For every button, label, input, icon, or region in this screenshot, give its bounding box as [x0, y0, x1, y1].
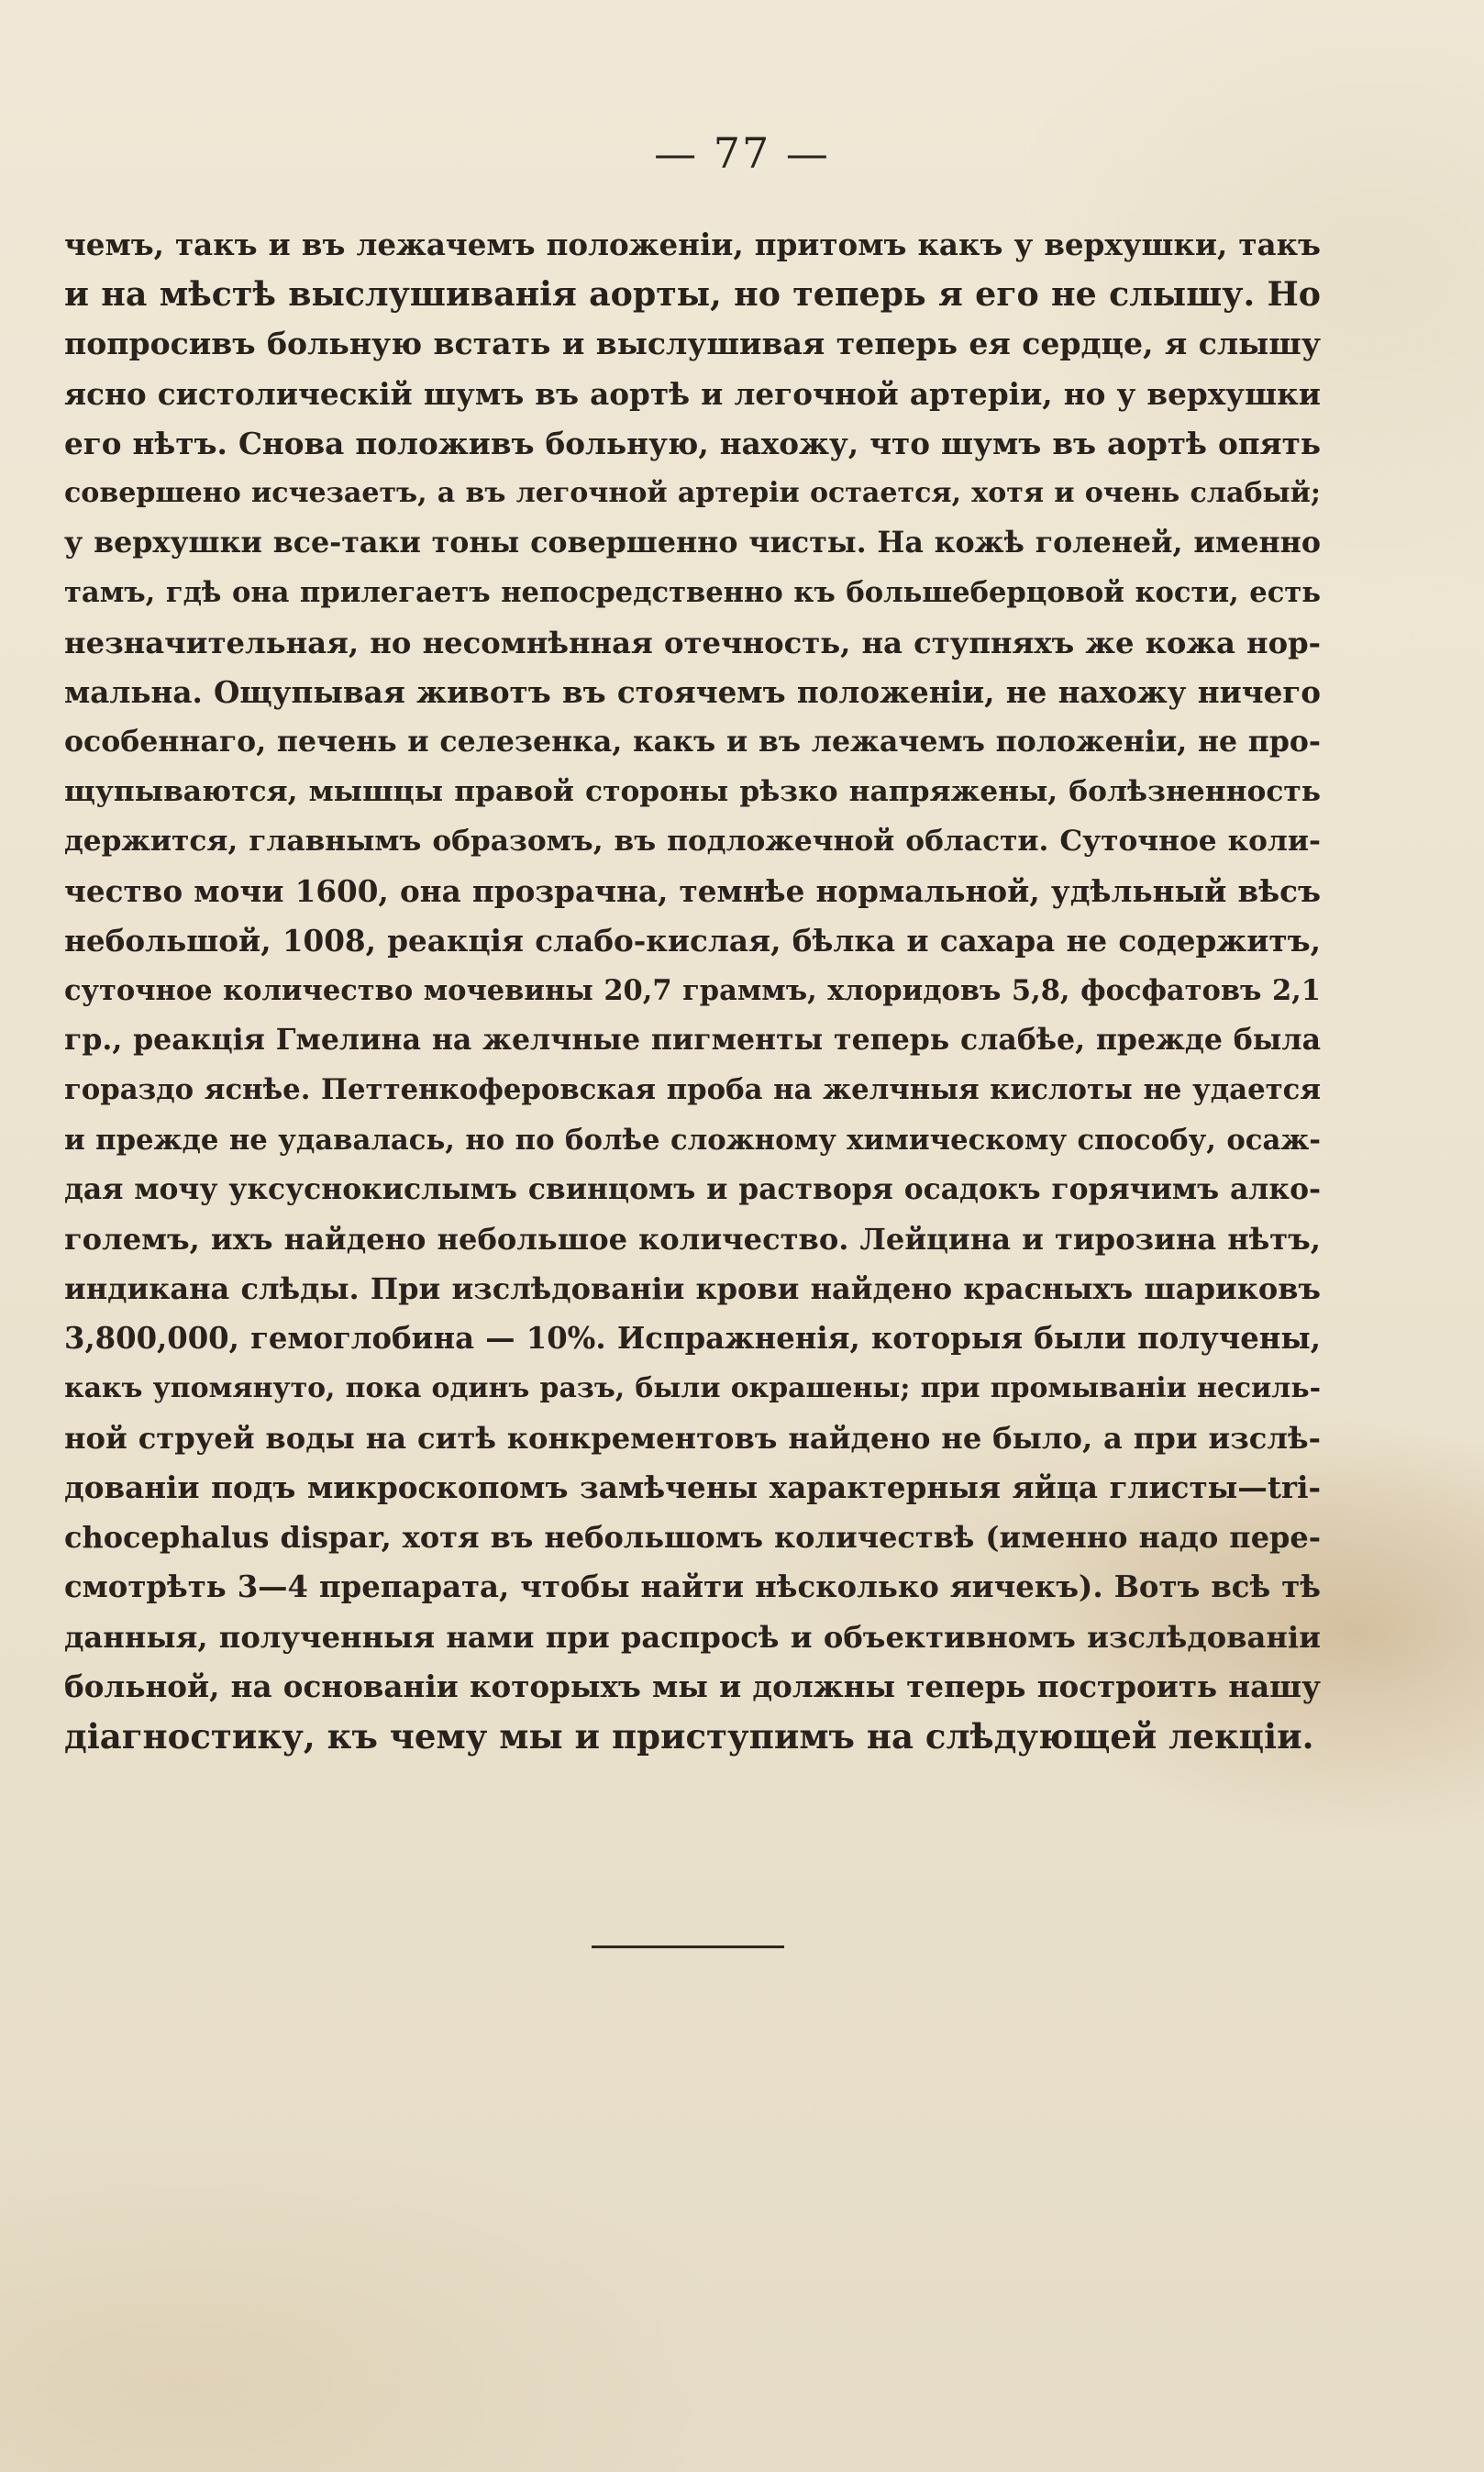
- text-line: дiагностику, къ чему мы и приступимъ на слѣдующей лекцiи.: [64, 1716, 1314, 1757]
- text-line: держится, главнымъ образомъ, въ подложечной области. Суточное коли-: [64, 825, 1321, 859]
- text-line: гр., реакцiя Гмелина на желчные пигменты теперь слабѣе, прежде была: [64, 1023, 1321, 1058]
- text-line: и на мѣстѣ выслушиванiя аорты, но теперь я его не слышу. Но: [64, 274, 1321, 315]
- text-line: небольшой, 1008, реакцiя слабо-кислая, бѣлка и сахара не содержитъ,: [64, 922, 1321, 959]
- text-line: какъ упомянуто, пока одинъ разъ, были окрашены; при промыванiи несиль-: [64, 1371, 1321, 1404]
- text-line: и прежде не удавалась, но по болѣе сложному химическому способу, осаж-: [64, 1123, 1321, 1157]
- text-line: чемъ, такъ и въ лежачемъ положенiи, притомъ какъ у верхушки, такъ: [64, 227, 1321, 262]
- text-line: мальна. Ощупывая животъ въ стоячемъ положенiи, не нахожу ничего: [64, 673, 1321, 710]
- text-line: ной струей воды на ситѣ конкрементовъ найдено не было, а при изслѣ-: [64, 1420, 1321, 1456]
- text-line: индикана слѣды. При изслѣдованiи крови найдено красныхъ шариковъ: [64, 1271, 1321, 1307]
- text-line: суточное количество мочевины 20,7 граммъ, хлоридовъ 5,8, фосфатовъ 2,1: [64, 974, 1321, 1008]
- text-line: у верхушки все-таки тоны совершенно чисты. На кожѣ голеней, именно: [64, 526, 1321, 560]
- text-line: големъ, ихъ найдено небольшое количество. Лейцина и тирозина нѣтъ,: [64, 1222, 1321, 1258]
- text-line: совершено исчезаетъ, а въ легочной артерiи остается, хотя и очень слабый;: [64, 477, 1321, 510]
- text-line: данныя, полученныя нами при распросѣ и объективномъ изслѣдованiи: [64, 1619, 1321, 1655]
- page-number: — 77 —: [654, 128, 830, 178]
- text-line: попросивъ больную встать и выслушивая теперь ея сердце, я слышу: [64, 326, 1321, 362]
- text-line: смотрѣть 3—4 препарата, чтобы найти нѣсколько яичекъ). Вотъ всѣ тѣ: [64, 1569, 1321, 1605]
- text-line: дованiи подъ микроскопомъ замѣчены характерныя яйца глисты—tri-: [64, 1469, 1321, 1506]
- text-line: 3,800,000, гемоглобина — 10%. Испражненiя, которыя были получены,: [64, 1321, 1321, 1357]
- text-line: щупываются, мышцы правой стороны рѣзко напряжены, болѣзненность: [64, 775, 1321, 809]
- text-line: его нѣтъ. Снова положивъ больную, нахожу, что шумъ въ аортѣ опять: [64, 425, 1321, 461]
- body-text: [64, 220, 1321, 1761]
- section-divider: [592, 1945, 784, 1948]
- text-line: незначительная, но несомнѣнная отечность, на ступняхъ же кожа нор-: [64, 625, 1321, 660]
- text-line: дая мочу уксуснокислымъ свинцомъ и растворя осадокъ горячимъ алко-: [64, 1172, 1321, 1206]
- text-line: чество мочи 1600, она прозрачна, темнѣе нормальной, удѣльный вѣсъ: [64, 872, 1321, 909]
- text-line: chocephalus dispar, хотя въ небольшомъ количествѣ (именно надо пере-: [64, 1520, 1321, 1556]
- text-line: тамъ, гдѣ она прилегаетъ непосредственно къ большеберцовой кости, есть: [64, 576, 1321, 610]
- text-line: гораздо яснѣе. Петтенкоферовская проба на желчныя кислоты не удается: [64, 1073, 1321, 1107]
- text-line: ясно систолическiй шумъ въ аортѣ и легочной артерiи, но у верхушки: [64, 375, 1321, 412]
- text-line: больной, на основанiи которыхъ мы и должны теперь построить нашу: [64, 1668, 1321, 1704]
- text-line: особеннаго, печень и селезенка, какъ и въ лежачемъ положенiи, не про-: [64, 725, 1321, 759]
